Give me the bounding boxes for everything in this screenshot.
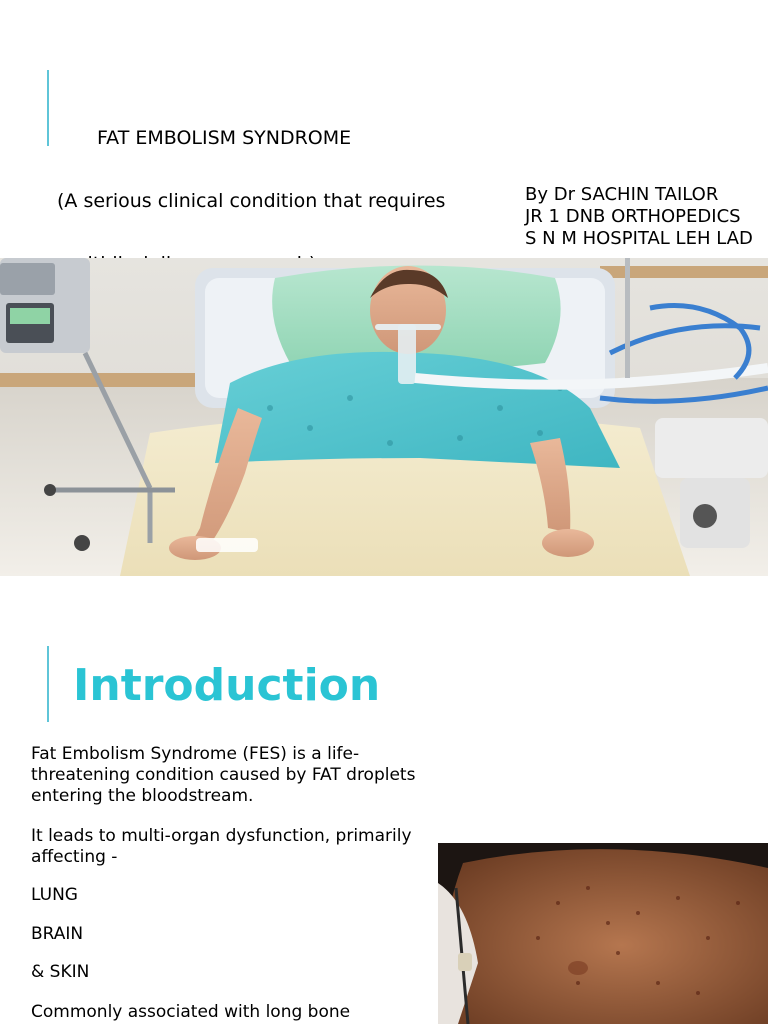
accent-bar	[47, 70, 49, 146]
organ-item-brain: BRAIN	[31, 924, 84, 944]
author-block	[525, 184, 753, 250]
organ-item-lung: LUNG	[31, 885, 78, 905]
intro-paragraph: Fat Embolism Syndrome (FES) is a life-threatening condition caused by FAT droplets entering the bloodstream.	[31, 744, 416, 806]
organ-paragraph: It leads to multi-organ dysfunction, primarily affecting -	[31, 826, 412, 867]
slide-title: FAT EMBOLISM SYNDROME	[97, 127, 352, 149]
association-paragraph: Commonly associated with long bone	[31, 1002, 351, 1022]
slide-heading: Introduction	[73, 660, 381, 711]
author-hospital: S N M HOSPITAL LEH LAD	[525, 228, 753, 249]
author-position: JR 1 DNB ORTHOPEDICS	[525, 206, 741, 227]
skin-petechiae-photo	[438, 843, 768, 1024]
introduction-slide	[0, 578, 768, 1024]
icu-patient-photo	[0, 258, 768, 576]
slide-subtitle-line1: (A serious clinical condition that requires	[57, 190, 446, 212]
accent-bar	[47, 646, 49, 722]
author-name: By Dr SACHIN TAILOR	[525, 184, 719, 205]
organ-item-skin: & SKIN	[31, 962, 90, 982]
